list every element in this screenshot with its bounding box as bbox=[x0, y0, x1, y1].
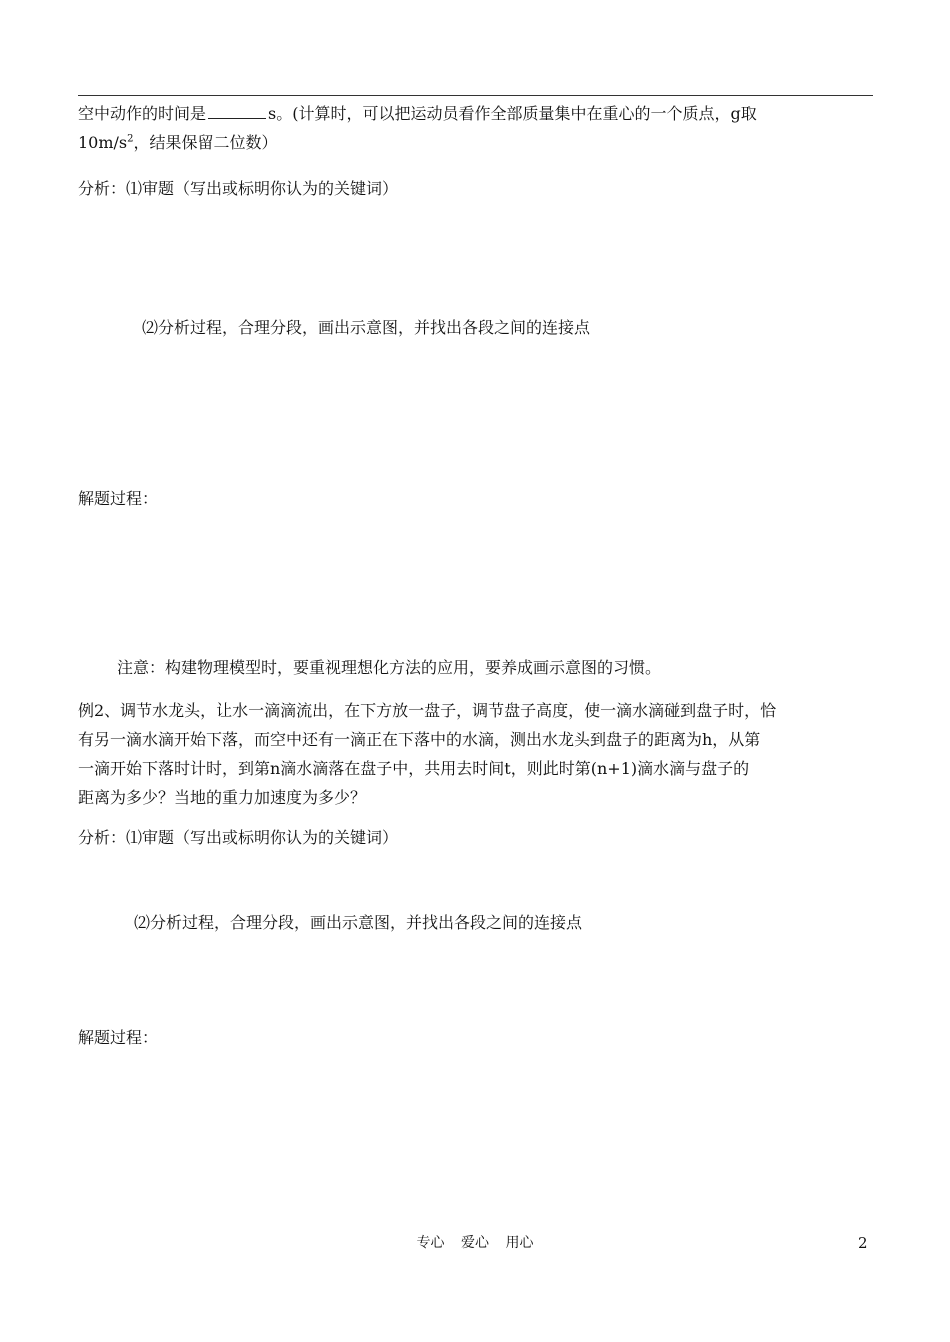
page-footer bbox=[0, 1234, 950, 1252]
note-text: 注意：构建物理模型时，要重视理想化方法的应用，要养成画示意图的习惯。 bbox=[117, 658, 662, 677]
q2-analysis-step-2: ⑵分析过程，合理分段，画出示意图，并找出各段之间的连接点 bbox=[134, 913, 583, 932]
q1-unit-exponent: 2 bbox=[127, 133, 134, 145]
question-1-line-1 bbox=[78, 104, 757, 124]
example-2-line-1: 例2、调节水龙头，让水一滴滴流出，在下方放一盘子，调节盘子高度，使一滴水滴碰到盘子时，恰 bbox=[78, 701, 777, 720]
header-rule bbox=[78, 95, 873, 96]
answer-blank[interactable] bbox=[208, 104, 266, 119]
q1-text-a: 空中动作的时间是 bbox=[78, 104, 207, 123]
q1-solution-label: 解题过程： bbox=[78, 489, 159, 508]
q1-text-c: ，结果保留二位数） bbox=[133, 133, 278, 152]
footer-item-3: 用心 bbox=[505, 1235, 534, 1251]
question-1-line-2 bbox=[78, 133, 278, 153]
example-2-line-2: 有另一滴水滴开始下落，而空中还有一滴正在下落中的水滴，测出水龙头到盘子的距离为h，从第 bbox=[78, 730, 761, 749]
example-2-line-3: 一滴开始下落时计时，到第n滴水滴落在盘子中，共用去时间t，则此时第(n+1)滴水滴与盘子的 bbox=[78, 759, 750, 778]
q1-unit: 10m/s bbox=[78, 133, 128, 152]
q1-analysis-step-1: 分析：⑴审题（写出或标明你认为的关键词） bbox=[78, 179, 399, 198]
q2-analysis-step-1: 分析：⑴审题（写出或标明你认为的关键词） bbox=[78, 828, 399, 847]
q1-analysis-step-2: ⑵分析过程，合理分段，画出示意图，并找出各段之间的连接点 bbox=[142, 318, 591, 337]
q1-text-b: s。(计算时，可以把运动员看作全部质量集中在重心的一个质点，g取 bbox=[268, 104, 757, 123]
example-2-line-4: 距离为多少？当地的重力加速度为多少？ bbox=[78, 788, 367, 807]
q2-solution-label: 解题过程： bbox=[78, 1028, 159, 1047]
footer-item-2: 爱心 bbox=[461, 1235, 489, 1251]
page-number: 2 bbox=[858, 1234, 868, 1252]
footer-item-1: 专心 bbox=[416, 1235, 445, 1251]
